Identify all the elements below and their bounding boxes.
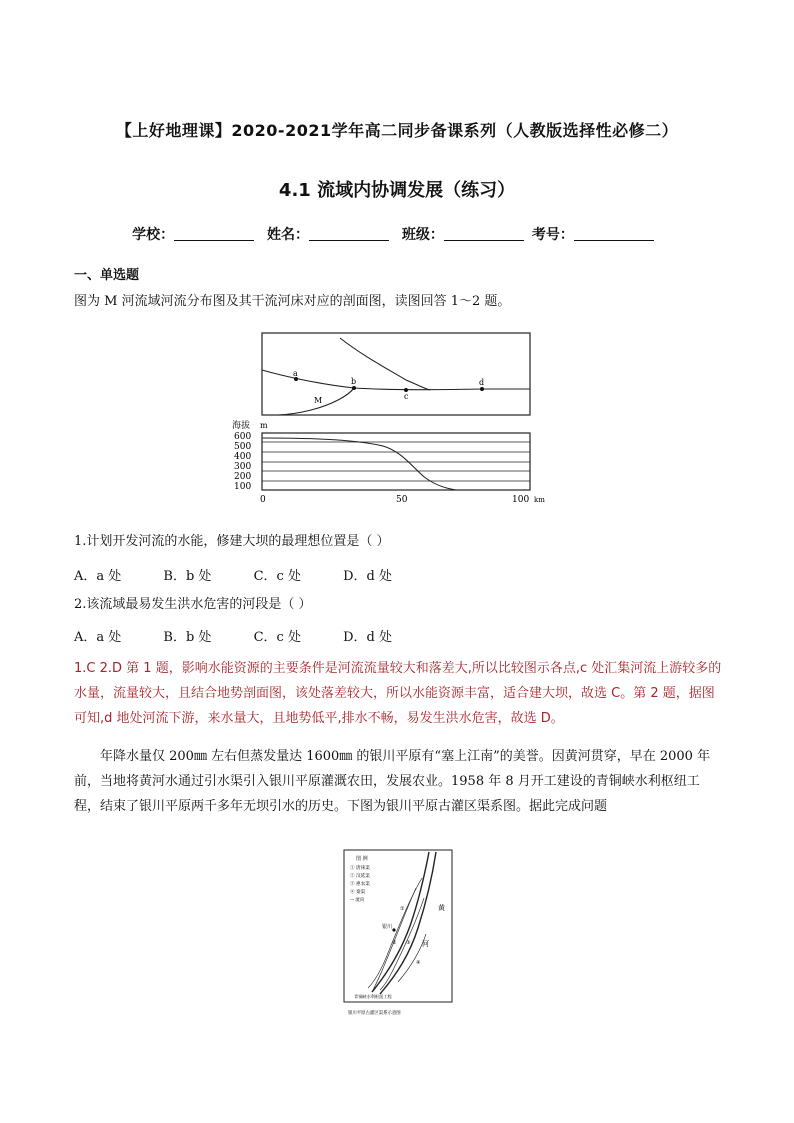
yinchuan-label: 银川 <box>382 924 393 930</box>
school-field[interactable] <box>174 226 254 241</box>
q2-option-b[interactable]: B．b 处 <box>163 630 212 645</box>
profile-curve <box>262 438 456 490</box>
student-info-row <box>0 224 794 244</box>
q1-option-c[interactable]: C．c 处 <box>253 569 301 584</box>
y-axis-title: 海拔 <box>232 421 251 431</box>
canal-map-frame <box>344 850 452 1002</box>
y-tick-100: 100 <box>234 482 252 492</box>
profile-gridlines <box>262 442 530 481</box>
name-field[interactable] <box>309 226 389 241</box>
channel-number-3: ③ <box>406 940 411 946</box>
question-1-options <box>74 565 430 584</box>
class-label: 班级： <box>401 227 444 243</box>
lesson-title: 4.1 流域内协调发展（练习） <box>278 180 516 201</box>
exam-no-label: 考号： <box>531 227 574 243</box>
class-field[interactable] <box>444 226 524 241</box>
river-char-huang: 黄 <box>438 904 445 912</box>
q1-option-b[interactable]: B．b 处 <box>163 569 212 584</box>
question-1-stem: 1.计划开发河流的水能，修建大坝的最理想位置是（ ） <box>74 534 390 549</box>
x-axis-unit: km <box>534 496 545 504</box>
point-d-dot <box>480 387 484 391</box>
x-tick-100: 100 <box>512 495 530 505</box>
exam-no-field[interactable] <box>574 226 654 241</box>
canal-map-caption: 银川平原古灌区渠系示意图 <box>348 1011 401 1016</box>
yinchuan-dot <box>392 928 395 931</box>
point-d-label: d <box>479 378 485 387</box>
y-tick-300: 300 <box>234 462 252 472</box>
y-tick-500: 500 <box>234 442 252 452</box>
x-tick-0: 0 <box>260 495 266 505</box>
q1-option-d[interactable]: D．d 处 <box>343 569 392 584</box>
legend-item-5: → 流向 <box>350 898 365 903</box>
legend-item-4: ④ 秦渠 <box>350 890 366 895</box>
y-tick-600: 600 <box>234 432 252 442</box>
question-2-options <box>74 626 430 645</box>
q2-option-d[interactable]: D．d 处 <box>343 630 392 645</box>
name-label: 姓名： <box>267 227 309 243</box>
question-2-stem: 2.该流域最易发生洪水危害的河段是（ ） <box>74 597 312 612</box>
river-m-label: M <box>314 396 323 405</box>
y-tick-200: 200 <box>234 472 252 482</box>
intro-text: 图为 M 河流域河流分布图及其干流河床对应的剖面图，读图回答 1～2 题。 <box>74 294 511 309</box>
answer-explanation: 1.C 2.D 第 1 题，影响水能资源的主要条件是河流流量较大和落差大,所以比较图示各点,c 处汇集河流上游较多的水量，流量较大，且结合地势剖面图，该处落差较大，所以水能资源丰富，适合建大坝，故选 C。第 2 题，据图可知,d 地处河流下游，来水量大，且地势低平,排水不畅，易发生洪水危害，故选 D。 <box>74 661 722 726</box>
y-axis-unit: m <box>260 421 268 430</box>
channel-number-1: ① <box>400 906 405 912</box>
legend-item-1: ① 唐徕渠 <box>350 866 370 871</box>
profile-frame <box>262 433 530 490</box>
q1-option-a[interactable]: A．a 处 <box>74 569 122 584</box>
series-title: 【上好地理课】2020-2021学年高二同步备课系列（人教版选择性必修二） <box>115 121 679 140</box>
point-a-label: a <box>293 369 298 378</box>
legend-item-2: ② 汉延渠 <box>350 874 370 879</box>
legend-title: 图 例 <box>356 856 368 862</box>
point-b-label: b <box>351 377 357 386</box>
y-tick-400: 400 <box>234 452 252 462</box>
main-river <box>262 370 530 390</box>
dam-label: 青铜峡水利枢纽工程 <box>354 994 392 999</box>
river-char-he: 河 <box>422 940 429 948</box>
q2-option-a[interactable]: A．a 处 <box>74 630 122 645</box>
river-profile-figure <box>228 328 552 518</box>
channel-number-4: ④ <box>416 960 421 966</box>
passage-text: 年降水量仅 200㎜ 左右但蒸发量达 1600㎜ 的银川平原有“塞上江南”的美誉。因黄河贯穿，早在 2000 年前，当地将黄河水通过引水渠引入银川平原灌溉农田，发展农业。1958 年 8 月开工建设的青铜峡水利枢纽工程，结束了银川平原两千多年无坝引水的历史。下图为银川平原古灌区渠系图。据此完成问题 <box>74 749 711 814</box>
x-tick-50: 50 <box>396 495 408 505</box>
legend-item-3: ③ 惠农渠 <box>350 882 370 887</box>
canal-map-figure <box>340 848 456 1018</box>
q2-option-c[interactable]: C．c 处 <box>253 630 301 645</box>
school-label: 学校： <box>132 227 175 243</box>
channel-number-2: ② <box>392 940 397 946</box>
section-heading: 一、单选题 <box>74 268 140 283</box>
point-b-dot <box>352 386 356 390</box>
point-c-label: c <box>404 392 409 401</box>
